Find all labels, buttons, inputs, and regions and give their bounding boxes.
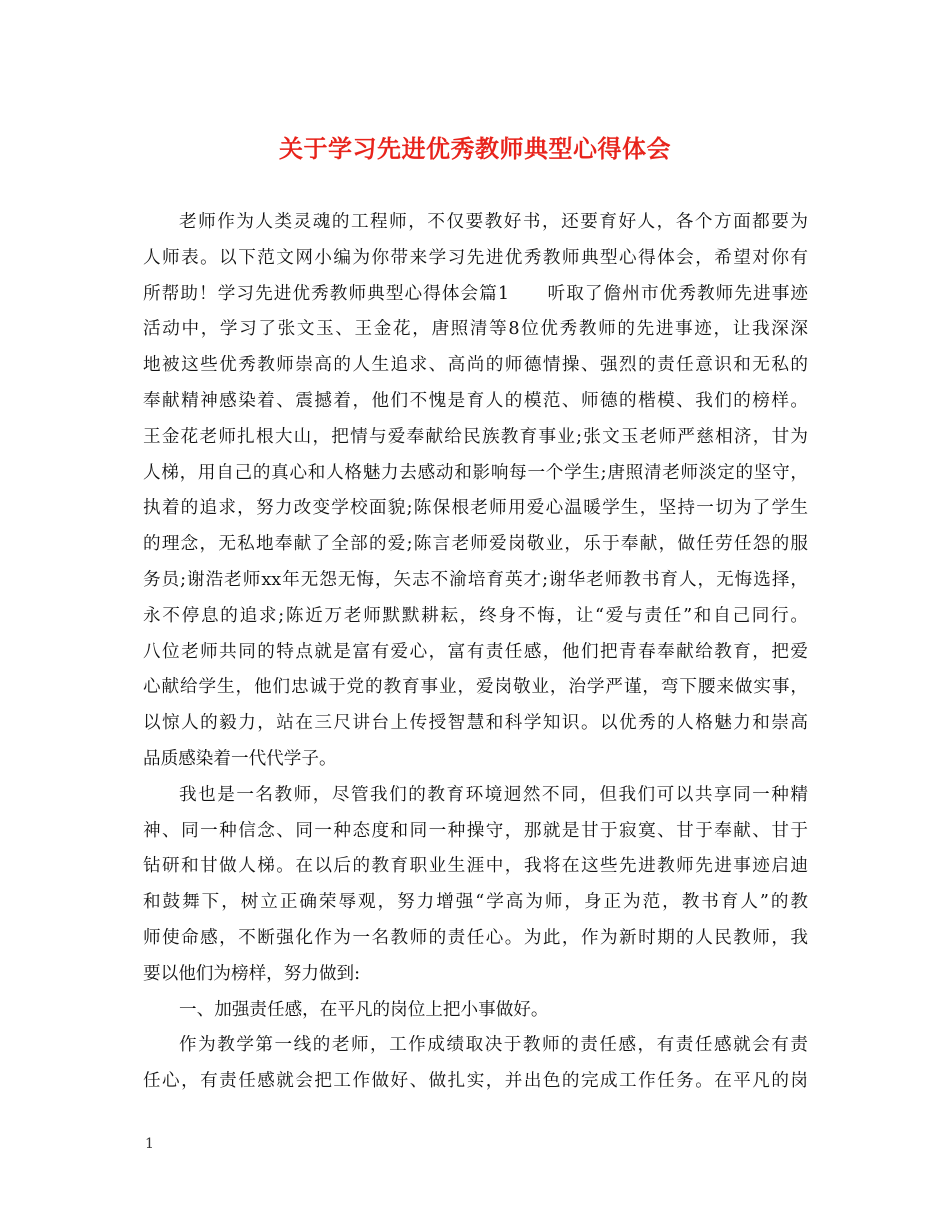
text-line: 务员;谢浩老师xx年无怨无悔，矢志不渝培育英才;谢华老师教书育人，无悔选择， (143, 569, 808, 590)
page-number: 1 (145, 1136, 154, 1152)
text-line: 任心，有责任感就会把工作做好、做扎实，并出色的完成工作任务。在平凡的岗 (143, 1071, 808, 1092)
text-line: 钻研和甘做人梯。在以后的教育职业生涯中，我将在这些先进教师先进事迹启迪 (143, 856, 808, 877)
document-body (143, 205, 808, 1100)
text-line: 的理念，无私地奉献了全部的爱;陈言老师爱岗敬业，乐于奉献，做任劳任怨的服 (143, 534, 808, 555)
text-line: 人梯，用自己的真心和人格魅力去感动和影响每一个学生;唐照清老师淡定的坚守， (143, 462, 808, 483)
text-line: 奉献精神感染着、震撼着，他们不愧是育人的模范、师德的楷模、我们的榜样。 (143, 390, 808, 411)
text-line: 所帮助！学习先进优秀教师典型心得体会篇1 听取了儋州市优秀教师先进事迹 (143, 283, 808, 304)
text-line: 和鼓舞下，树立正确荣辱观，努力增强“学高为师，身正为范，教书育人”的教 (143, 892, 808, 913)
text-line: 地被这些优秀教师崇高的人生追求、高尚的师德情操、强烈的责任意识和无私的 (143, 355, 808, 376)
text-line: 活动中，学习了张文玉、王金花，唐照清等8位优秀教师的先进事迹，让我深深 (143, 319, 808, 340)
text-line: 八位老师共同的特点就是富有爱心，富有责任感，他们把青春奉献给教育，把爱 (143, 641, 808, 662)
text-line: 以惊人的毅力，站在三尺讲台上传授智慧和科学知识。以优秀的人格魅力和崇高 (143, 713, 808, 734)
text-line: 一、加强责任感，在平凡的岗位上把小事做好。 (179, 999, 549, 1020)
text-line: 永不停息的追求;陈近万老师默默耕耘，终身不悔，让“爱与责任”和自己同行。 (143, 605, 808, 626)
text-line: 心献给学生，他们忠诚于党的教育事业，爱岗敬业，治学严谨，弯下腰来做实事， (143, 677, 808, 698)
text-line: 执着的追求，努力改变学校面貌;陈保根老师用爱心温暖学生，坚持一切为了学生 (143, 498, 808, 519)
text-line: 老师作为人类灵魂的工程师，不仅要教好书，还要育好人，各个方面都要为 (179, 212, 808, 232)
text-line: 人师表。以下范文网小编为你带来学习先进优秀教师典型心得体会，希望对你有 (143, 247, 808, 268)
text-line: 品质感染着一代代学子。 (143, 748, 337, 769)
text-line: 我也是一名教师，尽管我们的教育环境迥然不同，但我们可以共享同一种精 (179, 784, 808, 805)
text-line: 王金花老师扎根大山，把情与爱奉献给民族教育事业;张文玉老师严慈相济，甘为 (143, 426, 808, 447)
text-line: 师使命感，不断强化作为一名教师的责任心。为此，作为新时期的人民教师，我 (143, 927, 808, 948)
text-line: 神、同一种信念、同一种态度和同一种操守，那就是甘于寂寞、甘于奉献、甘于 (143, 820, 808, 841)
text-line: 要以他们为榜样，努力做到: (143, 963, 361, 984)
document-title: 关于学习先进优秀教师典型心得体会 (279, 134, 671, 163)
text-line: 作为教学第一线的老师，工作成绩取决于教师的责任感，有责任感就会有责 (179, 1035, 808, 1056)
